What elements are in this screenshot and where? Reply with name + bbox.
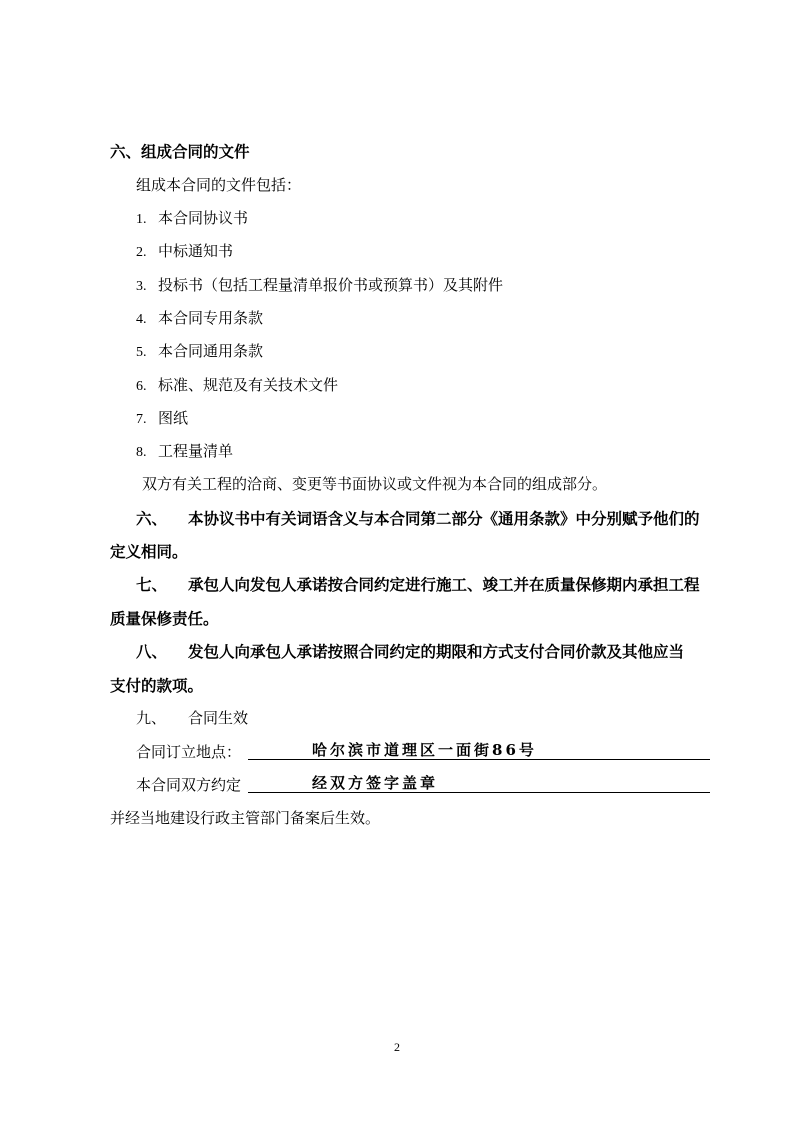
clause-number: 九、 <box>136 709 167 727</box>
clause-title: 合同生效 <box>188 709 249 727</box>
clause-employer-promise <box>136 640 684 662</box>
clause-contractor-promise <box>136 573 700 595</box>
clause-effect-heading <box>136 707 248 728</box>
agreement-label: 本合同双方约定 <box>136 776 242 794</box>
clause-text: 发包人向承包人承诺按照合同约定的期限和方式支付合同价款及其他应当 <box>188 642 685 661</box>
list-item-text: 本合同专用条款 <box>158 309 264 327</box>
list-item-number: 2. <box>136 245 147 260</box>
list-item-number: 7. <box>136 412 147 427</box>
list-item <box>136 340 263 361</box>
intro-text: 组成本合同的文件包括： <box>136 176 302 194</box>
list-item-number: 8. <box>136 445 147 460</box>
list-item <box>136 440 233 461</box>
list-item-text: 图纸 <box>158 409 189 427</box>
list-item <box>136 274 503 295</box>
clause-text-continued: 定义相同。 <box>110 542 188 561</box>
list-item-text: 中标通知书 <box>158 242 234 260</box>
list-item-text: 本合同通用条款 <box>158 342 264 360</box>
list-item-number: 4. <box>136 312 147 327</box>
clause-text-continued: 质量保修责任。 <box>110 609 219 628</box>
composition-note: 双方有关工程的洽商、变更等书面协议或文件视为本合同的组成部分。 <box>142 475 608 493</box>
list-item <box>136 307 263 328</box>
list-item-number: 6. <box>136 379 147 394</box>
agreement-value: 经双方签字盖章 <box>312 774 439 792</box>
list-item-text: 投标书（包括工程量清单报价书或预算书）及其附件 <box>158 276 504 294</box>
list-item-text: 标准、规范及有关技术文件 <box>158 376 339 394</box>
list-item <box>136 207 248 228</box>
clause-text-continued: 支付的款项。 <box>110 676 204 695</box>
clause-definitions <box>136 507 700 529</box>
list-item-number: 3. <box>136 279 147 294</box>
clause-text: 本协议书中有关词语含义与本合同第二部分《通用条款》中分别赋予他们的 <box>188 509 700 528</box>
list-item <box>136 374 338 395</box>
signing-place-value: 哈尔滨市道理区一面街86号 <box>312 741 537 759</box>
list-item-number: 1. <box>136 212 147 227</box>
signing-place-label: 合同订立地点： <box>136 743 242 761</box>
section-title: 六、组成合同的文件 <box>110 142 250 161</box>
clause-number: 七、 <box>136 575 168 594</box>
clause-text: 承包人向发包人承诺按合同约定进行施工、竣工并在质量保修期内承担工程 <box>188 575 700 594</box>
effect-final-text: 并经当地建设行政主管部门备案后生效。 <box>110 809 381 827</box>
list-item-text: 工程量清单 <box>158 442 234 460</box>
clause-number: 八、 <box>136 642 168 661</box>
page-number: 2 <box>394 1040 400 1054</box>
list-item <box>136 240 233 261</box>
list-item <box>136 407 188 428</box>
list-item-number: 5. <box>136 345 147 360</box>
clause-number: 六、 <box>136 509 168 528</box>
list-item-text: 本合同协议书 <box>158 209 249 227</box>
